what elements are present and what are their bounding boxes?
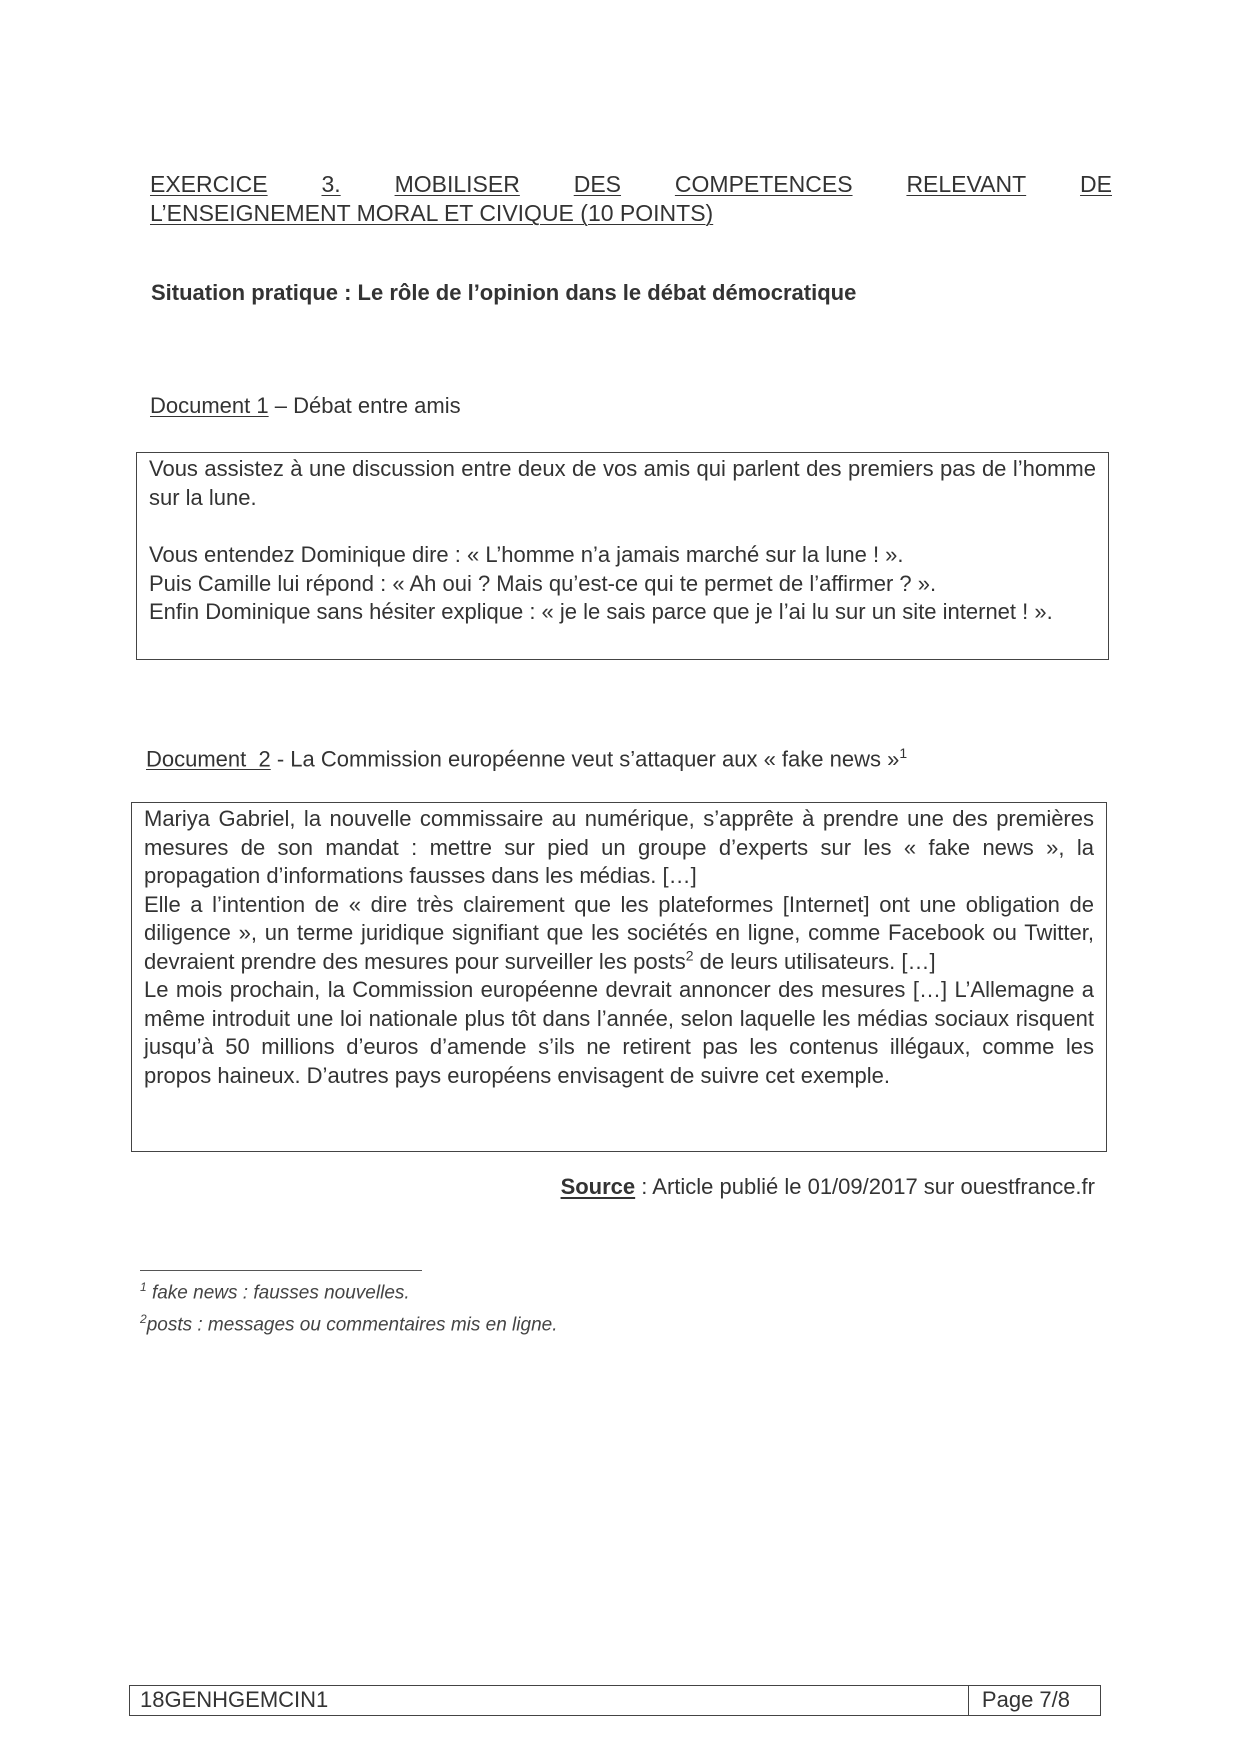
document-2-heading	[146, 745, 907, 772]
document-2-text: de leurs utilisateurs. […]	[693, 948, 936, 974]
footnote-ref: 1	[899, 745, 908, 761]
exercise-title-line2: L’ENSEIGNEMENT MORAL ET CIVIQUE (10 POINTS)	[150, 200, 714, 226]
footnote-number: 2	[140, 1312, 147, 1327]
source-label: Source	[560, 1174, 636, 1199]
footnote	[140, 1306, 557, 1338]
footnote-number: 1	[140, 1280, 147, 1294]
document-2-text: Elle a l’intention de « dire très clairement que les plateformes [Internet] ont une obligation de diligence », un terme juridique signifiant que les sociétés en ligne, comme Facebook ou Twitter, devraient prendre des mesures pour surveiller les posts	[144, 891, 1094, 974]
document-1-box	[136, 452, 1109, 660]
document-2-title: - La Commission européenne veut s’attaquer aux « fake news »	[270, 746, 900, 772]
page-number: Page 7/8	[981, 1687, 1070, 1712]
source-text: : Article publié le 01/09/2017 sur ouestfrance.fr	[635, 1174, 1095, 1199]
title-word: DES	[573, 171, 622, 197]
document-1-heading	[150, 393, 461, 419]
source-line	[561, 1174, 1095, 1200]
title-word: COMPETENCES	[674, 171, 853, 197]
document-1-label: Document 1	[150, 393, 269, 418]
exercise-title	[150, 170, 1112, 228]
footnote-text: fake news : fausses nouvelles.	[146, 1282, 410, 1304]
page-footer	[129, 1685, 1101, 1716]
document-2-box	[131, 802, 1107, 1152]
document-1-line: Puis Camille lui répond : « Ah oui ? Mais qu’est-ce qui te permet de l’affirmer ? ».	[149, 570, 937, 596]
document-1-paragraph: Vous assistez à une discussion entre deux de vos amis qui parlent des premiers pas de l’homme sur la lune.	[149, 456, 1096, 510]
document-1-line: Enfin Dominique sans hésiter explique : « je le sais parce que je l’ai lu sur un site internet ! ».	[149, 599, 1053, 624]
title-word: DE	[1080, 171, 1112, 197]
footnote	[140, 1274, 557, 1306]
document-2-label: Document 2	[146, 746, 271, 772]
situation-heading: Situation pratique : Le rôle de l’opinion dans le débat démocratique	[151, 280, 857, 305]
title-word: 3.	[321, 171, 341, 197]
document-1-line: Vous entendez Dominique dire : « L’homme n’a jamais marché sur la lune ! ».	[149, 542, 904, 567]
document-2-paragraph: Mariya Gabriel, la nouvelle commissaire au numérique, s’apprête à prendre une des premières mesures de son mandat : mettre sur pied un groupe d’experts sur les « fake news », la propagation d’informations fausses dans les médias. […]	[144, 806, 1094, 888]
title-word: EXERCICE	[150, 171, 268, 197]
document-2-paragraph: Le mois prochain, la Commission européenne devrait annoncer des mesures […] L’Allemagne a même introduit une loi nationale plus tôt dans l’année, selon laquelle les médias sociaux risquent jusqu’à 50 millions d’euros d’amende s’ils ne retirent pas les contenus illégaux, comme les propos haineux. D’autres pays européens envisagent de suivre cet exemple.	[144, 977, 1094, 1088]
footnotes	[140, 1274, 557, 1339]
exercise-title-line1	[150, 170, 1112, 199]
footnote-ref: 2	[685, 947, 694, 964]
title-word: RELEVANT	[906, 171, 1027, 197]
footnote-text: posts : messages ou commentaires mis en ligne.	[146, 1314, 558, 1336]
footnote-rule	[140, 1270, 422, 1271]
exam-code: 18GENHGEMCIN1	[140, 1687, 329, 1712]
footer-divider	[968, 1685, 969, 1716]
document-2-paragraph	[144, 891, 1094, 977]
title-word: MOBILISER	[394, 171, 520, 197]
document-1-title: – Débat entre amis	[268, 393, 461, 418]
